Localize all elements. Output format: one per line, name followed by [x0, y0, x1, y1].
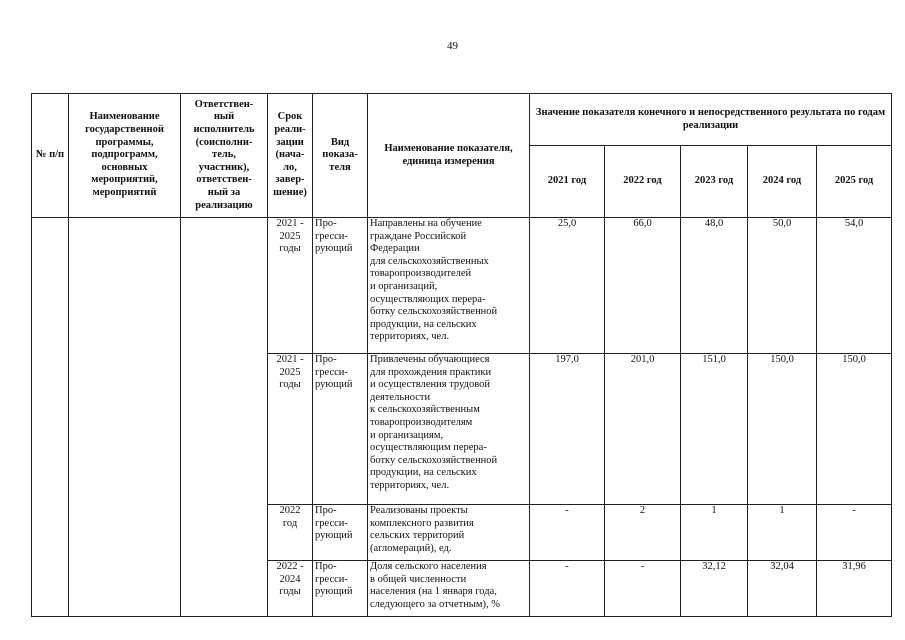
cell-period: 2022 - 2024 годы: [268, 561, 313, 617]
cell-value-2022: 201,0: [605, 354, 681, 505]
cell-value-2025: 54,0: [817, 218, 892, 354]
indicator-table: [31, 93, 892, 617]
cell-value-2025: 150,0: [817, 354, 892, 505]
header-row-top: [32, 94, 892, 146]
header-kind: Вид показа- теля: [313, 94, 368, 218]
cell-period: 2021 - 2025 годы: [268, 354, 313, 505]
header-responsible: Ответствен- ный исполнитель (соисполни- тель, участник), ответствен- ный за реализацию: [181, 94, 268, 218]
header-year-2023: 2023 год: [681, 146, 748, 218]
cell-value-2024: 1: [748, 505, 817, 561]
cell-value-2022: 66,0: [605, 218, 681, 354]
header-year-2025: 2025 год: [817, 146, 892, 218]
cell-program-empty: [69, 218, 181, 617]
header-year-2021: 2021 год: [530, 146, 605, 218]
cell-responsible-empty: [181, 218, 268, 617]
header-num: № п/п: [32, 94, 69, 218]
cell-indicator: Направлены на обучение граждане Российской Федерации для сельскохозяйственных товаропроизводителей и организаций, осуществляющих перера- ботку сельскохозяйственной продукции, на сельских территориях, чел.: [368, 218, 530, 354]
cell-value-2021: -: [530, 561, 605, 617]
header-period: Срок реали- зации (нача- ло, завер- шение): [268, 94, 313, 218]
cell-value-2023: 151,0: [681, 354, 748, 505]
cell-value-2024: 150,0: [748, 354, 817, 505]
header-values-group: Значение показателя конечного и непосредственного результата по годам реализации: [530, 94, 892, 146]
cell-value-2022: 2: [605, 505, 681, 561]
cell-indicator: Доля сельского населения в общей численности населения (на 1 января года, следующего за отчетным), %: [368, 561, 530, 617]
cell-value-2025: 31,96: [817, 561, 892, 617]
cell-value-2023: 32,12: [681, 561, 748, 617]
cell-period: 2021 - 2025 годы: [268, 218, 313, 354]
cell-indicator: Привлечены обучающиеся для прохождения практики и осуществления трудовой деятельности к сельскохозяйственным товаропроизводителям и организациям, осуществляющим перера- ботку сельскохозяйственной продукции, на сельских территориях, чел.: [368, 354, 530, 505]
page-number: 49: [447, 40, 458, 52]
cell-value-2023: 48,0: [681, 218, 748, 354]
cell-value-2022: -: [605, 561, 681, 617]
cell-value-2021: 25,0: [530, 218, 605, 354]
cell-value-2024: 50,0: [748, 218, 817, 354]
table-row: [32, 218, 892, 354]
cell-kind: Про- гресси- рующий: [313, 505, 368, 561]
cell-value-2024: 32,04: [748, 561, 817, 617]
cell-kind: Про- гресси- рующий: [313, 218, 368, 354]
cell-kind: Про- гресси- рующий: [313, 354, 368, 505]
cell-value-2025: -: [817, 505, 892, 561]
cell-value-2021: 197,0: [530, 354, 605, 505]
cell-value-2023: 1: [681, 505, 748, 561]
header-year-2022: 2022 год: [605, 146, 681, 218]
cell-indicator: Реализованы проекты комплексного развития сельских территорий (агломераций), ед.: [368, 505, 530, 561]
header-year-2024: 2024 год: [748, 146, 817, 218]
cell-period: 2022 год: [268, 505, 313, 561]
header-indicator: Наименование показателя, единица измерения: [368, 94, 530, 218]
cell-kind: Про- гресси- рующий: [313, 561, 368, 617]
header-program: Наименование государственной программы, подпрограмм, основных мероприятий, мероприятий: [69, 94, 181, 218]
cell-num-empty: [32, 218, 69, 617]
cell-value-2021: -: [530, 505, 605, 561]
